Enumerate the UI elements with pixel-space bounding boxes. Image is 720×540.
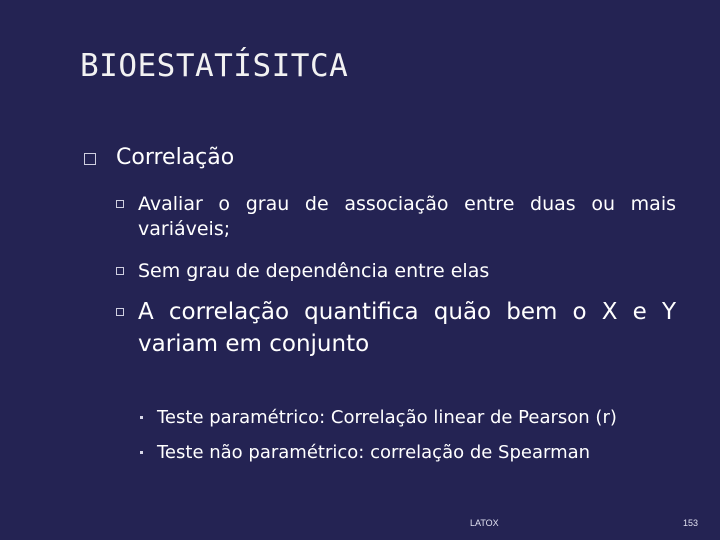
- sub-bullet-1: [116, 192, 676, 242]
- page-number: 153: [683, 518, 699, 528]
- sub-sub-bullet-1: [140, 405, 617, 431]
- footer-label: LATOX: [470, 518, 499, 528]
- dot-bullet-icon: [140, 451, 143, 454]
- sub-bullet-text-line2: variáveis;: [138, 218, 231, 240]
- sub-bullet-3: [116, 296, 676, 360]
- bullet-correlacao: [84, 145, 234, 170]
- small-square-bullet-icon: [116, 200, 124, 208]
- small-square-bullet-icon: [116, 267, 124, 275]
- bullet-text: Correlação: [116, 145, 235, 170]
- sub-bullet-text-line2: variam em conjunto: [138, 331, 370, 357]
- sub-bullet-2: [116, 259, 676, 284]
- sub-sub-bullet-2: [140, 440, 590, 466]
- square-bullet-icon: [84, 153, 96, 165]
- slide-title: BIOESTATÍSITCA: [80, 48, 349, 84]
- small-square-bullet-icon: [116, 308, 124, 316]
- sub-sub-bullet-text: Teste paramétrico: Correlação linear de Pearson (r): [157, 407, 617, 428]
- sub-bullet-text-line1: Avaliar o grau de associação entre duas ou mais: [138, 193, 676, 215]
- sub-bullet-text: Sem grau de dependência entre elas: [138, 260, 490, 282]
- sub-sub-bullet-text: Teste não paramétrico: correlação de Spearman: [157, 442, 591, 463]
- dot-bullet-icon: [140, 416, 143, 419]
- sub-bullet-text-line1: A correlação quantifica quão bem o X e Y: [138, 299, 676, 325]
